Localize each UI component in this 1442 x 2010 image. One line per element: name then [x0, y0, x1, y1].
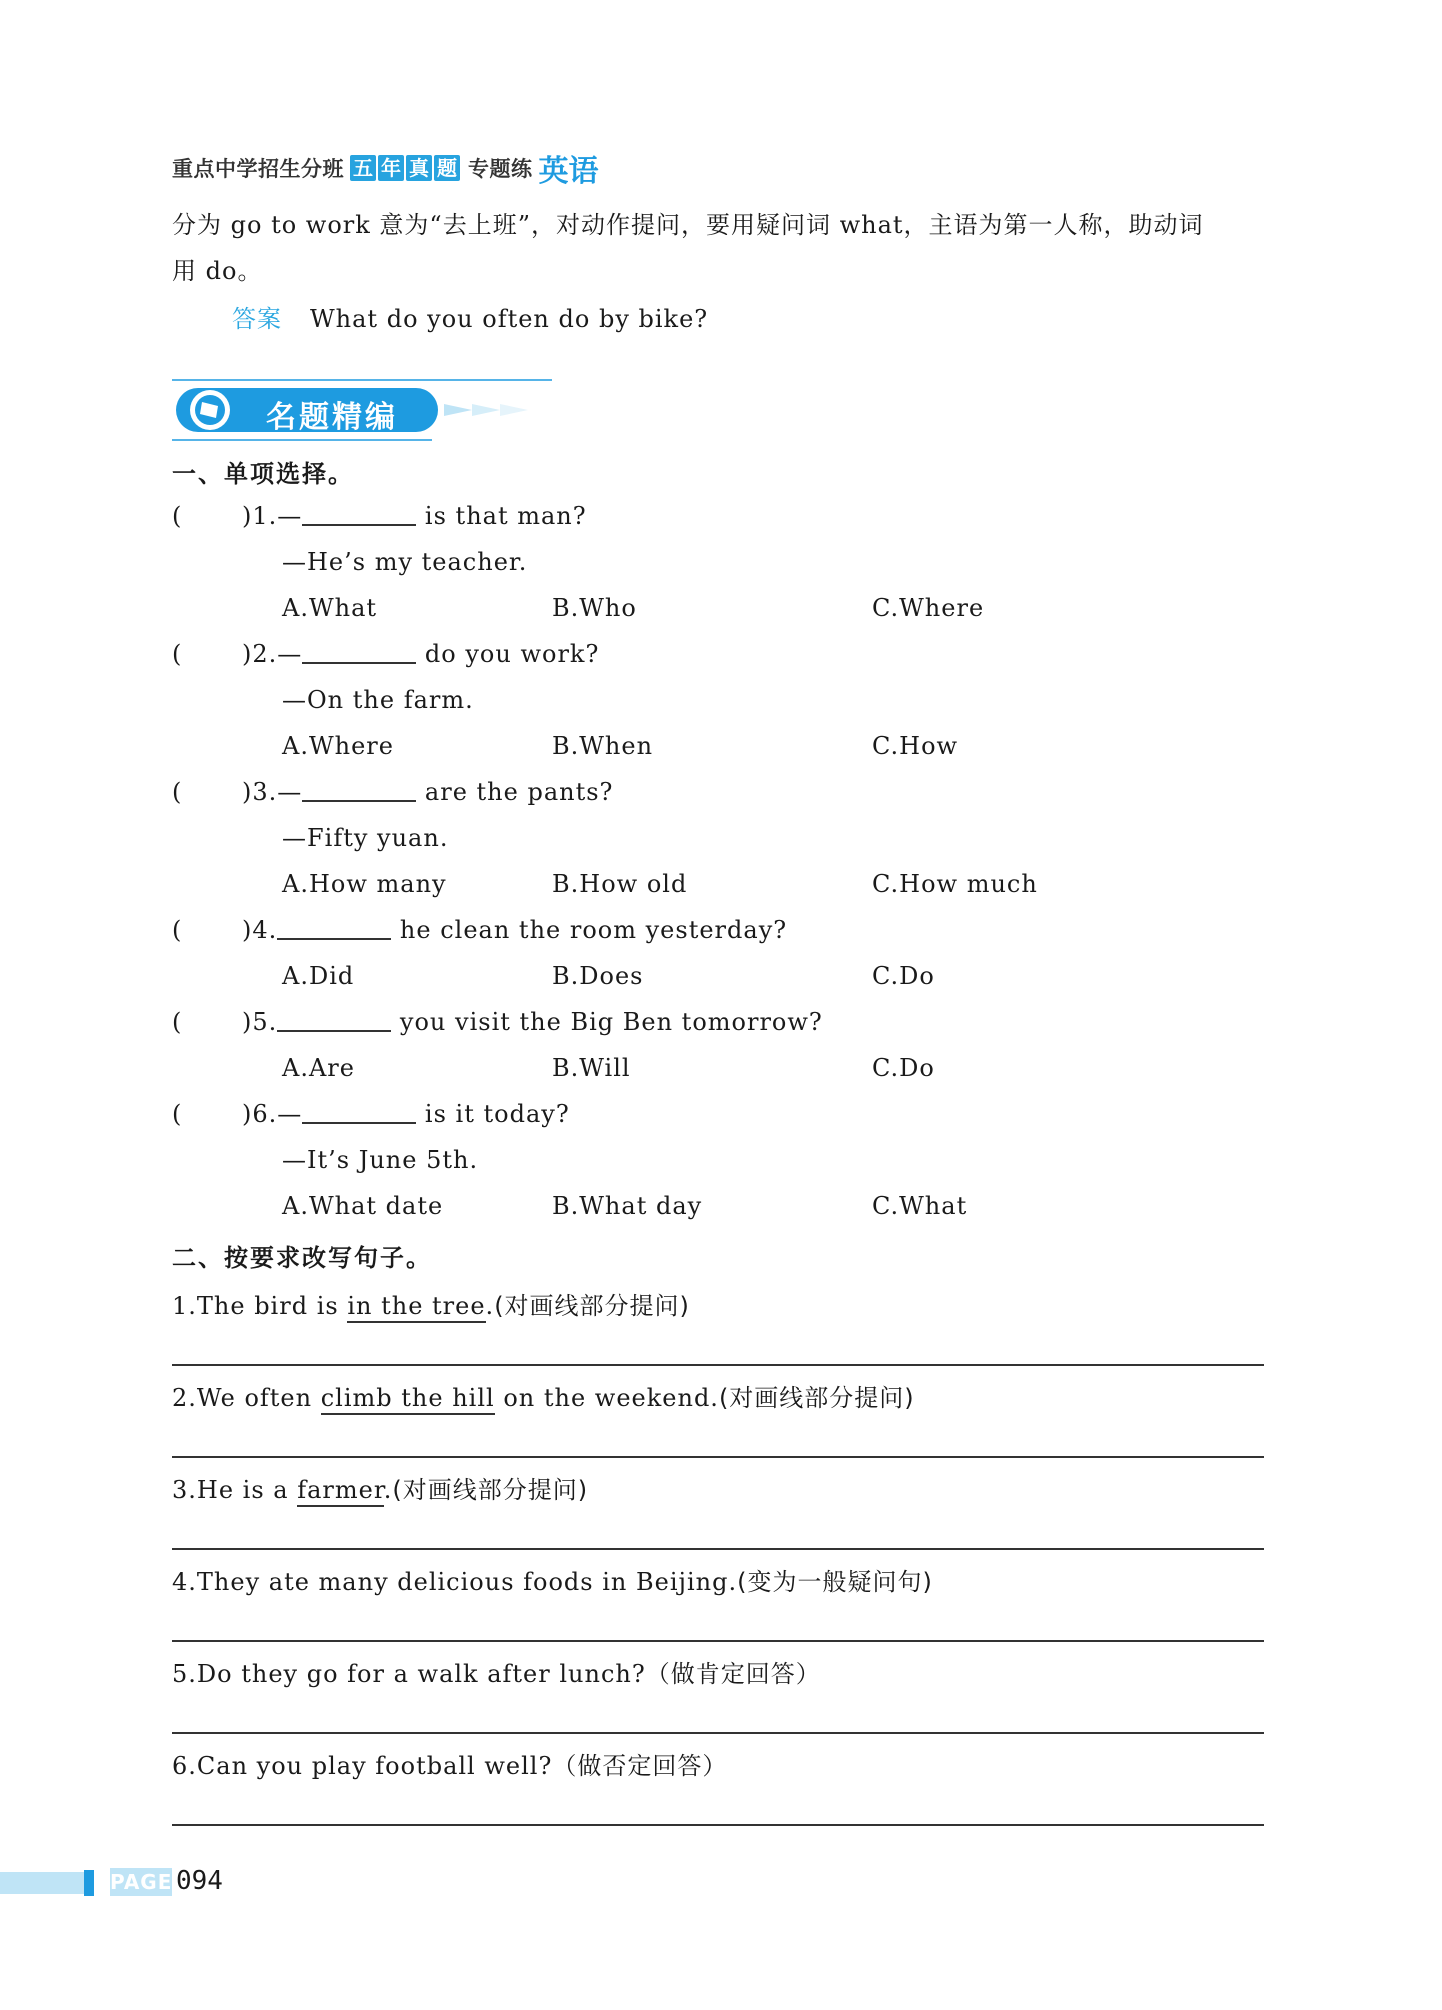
- series-box: 题: [434, 155, 460, 181]
- section2-title: 二、按要求改写句子。: [172, 1244, 432, 1272]
- option-b: B.Who: [552, 594, 637, 622]
- option-b: B.How old: [552, 870, 688, 898]
- answer-paren: (: [172, 916, 183, 944]
- explanation-line: 分为 go to work 意为“去上班”，对动作提问，要用疑问词 what，主语为第一人称，助动词: [172, 211, 1204, 239]
- answer-line[interactable]: [172, 1824, 1264, 1826]
- question-number: 6.—: [252, 1100, 303, 1128]
- answer-line[interactable]: [172, 1364, 1264, 1366]
- question-text: he clean the room yesterday?: [399, 916, 788, 944]
- instruction: (对画线部分提问): [718, 1384, 915, 1412]
- answer-label: 答案: [232, 305, 282, 333]
- answer-line[interactable]: [172, 1640, 1264, 1642]
- option-b: B.When: [552, 732, 654, 760]
- section1-title: 一、单项选择。: [172, 460, 354, 488]
- series-title-suffix: 专题练: [468, 157, 533, 181]
- question-6: ( )6.— is it today?: [172, 1100, 570, 1128]
- option-c: C.Do: [872, 1054, 935, 1082]
- instruction: （做否定回答）: [552, 1752, 728, 1780]
- option-c: C.How much: [872, 870, 1038, 898]
- fill-blank[interactable]: [302, 778, 416, 802]
- fill-blank[interactable]: [302, 502, 416, 526]
- option-b: B.What day: [552, 1192, 703, 1220]
- option-b: B.Does: [552, 962, 644, 990]
- question-text: do you work?: [424, 640, 600, 668]
- question-4: ( )4. he clean the room yesterday?: [172, 916, 788, 944]
- series-title-prefix: 重点中学招生分班: [172, 157, 344, 181]
- option-a: A.How many: [282, 870, 447, 898]
- answer-line[interactable]: [172, 1548, 1264, 1550]
- question-1: ( )1.— is that man?: [172, 502, 587, 530]
- answer-paren: (: [172, 778, 183, 806]
- option-c: C.How: [872, 732, 959, 760]
- instruction: (对画线部分提问): [392, 1476, 589, 1504]
- answer-paren: (: [172, 640, 183, 668]
- series-box: 年: [378, 155, 404, 181]
- question-text: you visit the Big Ben tomorrow?: [399, 1008, 823, 1036]
- answer-paren: (: [172, 502, 183, 530]
- question-reply: —He’s my teacher.: [282, 548, 528, 576]
- explanation-line: 用 do。: [172, 257, 263, 285]
- option-a: A.What: [282, 594, 378, 622]
- instruction: (对画线部分提问): [494, 1292, 690, 1320]
- option-a: A.Are: [282, 1054, 355, 1082]
- subject-title: 英语: [538, 154, 599, 189]
- option-c: C.Do: [872, 962, 935, 990]
- option-c: C.What: [872, 1192, 968, 1220]
- answer-row: [232, 296, 708, 342]
- footer-bar: [0, 1872, 86, 1894]
- answer-text: What do you often do by bike?: [310, 305, 709, 333]
- rewrite-item-4: 4.They ate many delicious foods in Beijing.(变为一般疑问句): [172, 1568, 933, 1596]
- fill-blank[interactable]: [302, 640, 416, 664]
- question-5: ( )5. you visit the Big Ben tomorrow?: [172, 1008, 823, 1036]
- question-number: 5.: [252, 1008, 278, 1036]
- answer-paren: (: [172, 1100, 183, 1128]
- answer-paren: (: [172, 1008, 183, 1036]
- question-text: is that man?: [424, 502, 587, 530]
- option-a: A.What date: [282, 1192, 444, 1220]
- series-box: 五: [350, 155, 376, 181]
- instruction: （做肯定回答）: [645, 1660, 821, 1688]
- section-banner: [172, 378, 552, 442]
- underlined-part: farmer: [297, 1476, 383, 1507]
- question-3: ( )3.— are the pants?: [172, 778, 614, 806]
- question-text: are the pants?: [424, 778, 614, 806]
- rewrite-item-5: 5.Do they go for a walk after lunch?（做肯定回答）: [172, 1660, 821, 1688]
- series-box: 真: [406, 155, 432, 181]
- instruction: (变为一般疑问句): [737, 1568, 933, 1596]
- question-reply: —On the farm.: [282, 686, 474, 714]
- answer-line[interactable]: [172, 1456, 1264, 1458]
- underlined-part: climb the hill: [321, 1384, 495, 1415]
- question-number: 1.—: [252, 502, 303, 530]
- question-2: ( )2.— do you work?: [172, 640, 600, 668]
- question-number: 2.—: [252, 640, 303, 668]
- option-b: B.Will: [552, 1054, 631, 1082]
- option-c: C.Where: [872, 594, 985, 622]
- rewrite-item-3: 3.He is a farmer.(对画线部分提问): [172, 1470, 588, 1505]
- option-a: A.Did: [282, 962, 355, 990]
- series-title-boxes: [350, 155, 462, 181]
- prev-explanation: [172, 202, 1272, 294]
- underlined-part: in the tree: [347, 1292, 485, 1323]
- rewrite-item-1: 1.The bird is in the tree.(对画线部分提问): [172, 1286, 690, 1321]
- banner-title: 名题精编: [266, 400, 398, 435]
- page-number: 094: [176, 1866, 223, 1896]
- fill-blank[interactable]: [277, 1008, 391, 1032]
- question-number: 3.—: [252, 778, 303, 806]
- series-title: [172, 146, 599, 190]
- question-reply: —Fifty yuan.: [282, 824, 449, 852]
- rewrite-item-2: 2.We often climb the hill on the weekend.(对画线部分提问): [172, 1378, 915, 1413]
- question-number: 4.: [252, 916, 278, 944]
- answer-line[interactable]: [172, 1732, 1264, 1734]
- footer-marker: [84, 1870, 94, 1896]
- rewrite-item-6: 6.Can you play football well?（做否定回答）: [172, 1752, 728, 1780]
- fill-blank[interactable]: [302, 1100, 416, 1124]
- question-text: is it today?: [424, 1100, 570, 1128]
- option-a: A.Where: [282, 732, 394, 760]
- page-label: PAGE: [110, 1870, 173, 1894]
- fill-blank[interactable]: [277, 916, 391, 940]
- question-reply: —It’s June 5th.: [282, 1146, 479, 1174]
